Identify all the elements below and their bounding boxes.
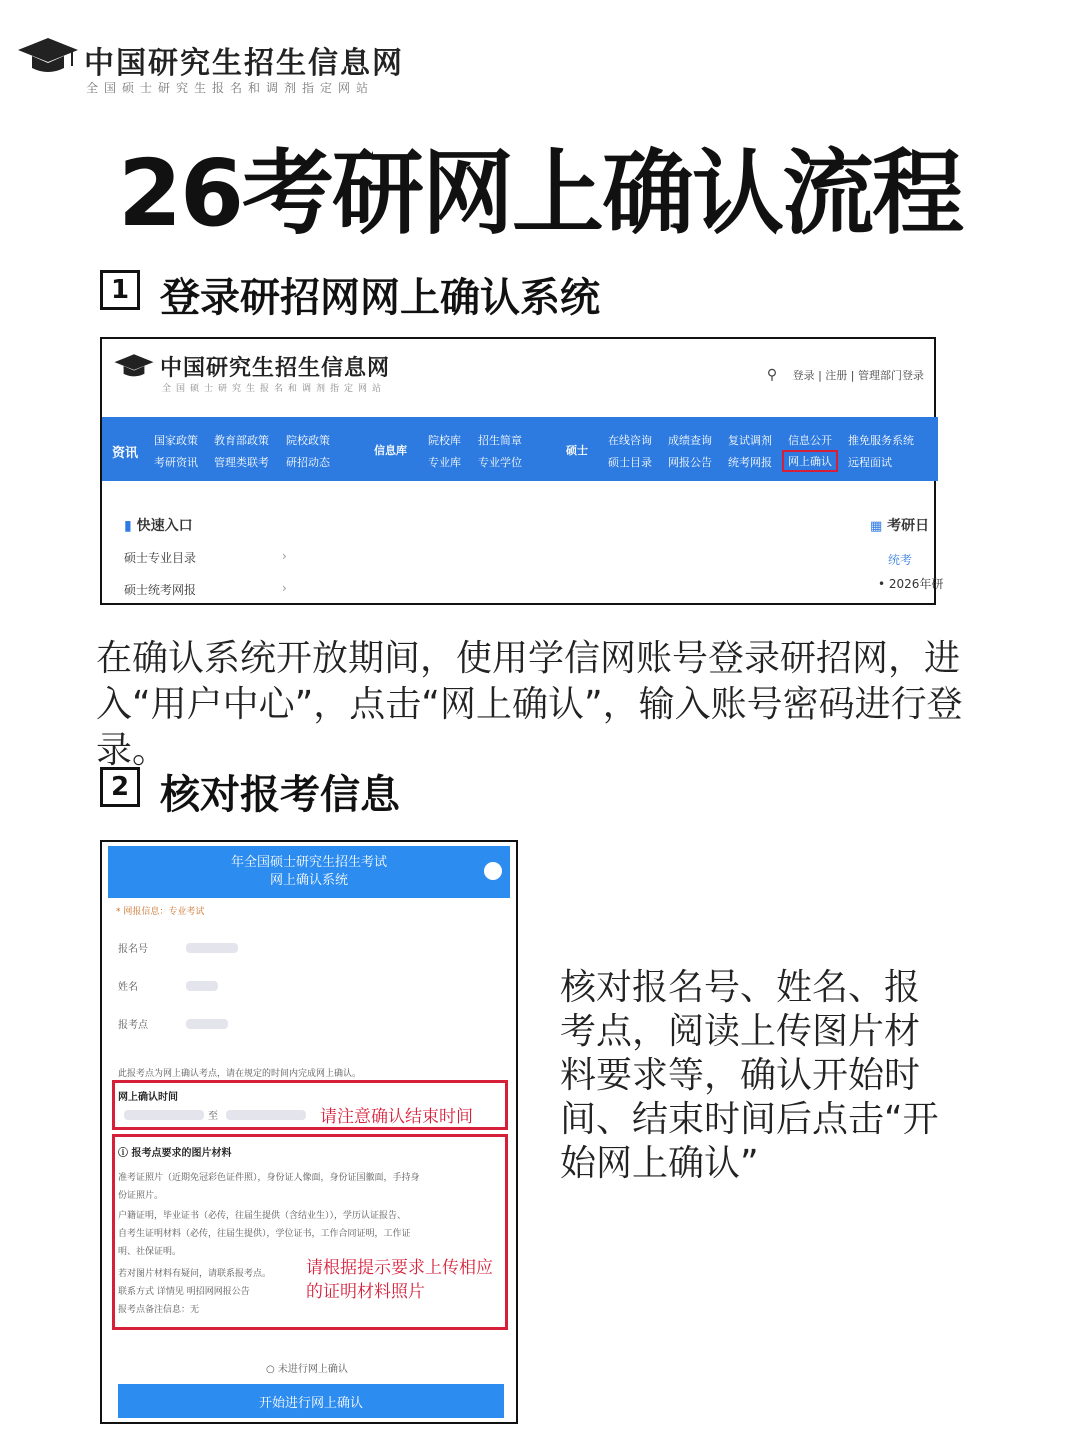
nav-item[interactable]: 复试调剂	[728, 434, 772, 447]
materials-line: 份证照片。	[118, 1191, 164, 1201]
field-value-redacted	[186, 1019, 228, 1029]
materials-line: 联系方式 详情见 明招网网报公告	[118, 1287, 250, 1297]
calendar-heading: ▦ 考研日	[870, 518, 930, 534]
nav-item[interactable]: 教育部政策	[214, 434, 269, 447]
system-title: 年全国硕士研究生招生考试	[230, 855, 387, 870]
login-links[interactable]: 登录 | 注册 | 管理部门登录	[792, 369, 924, 382]
end-time-redacted	[226, 1110, 306, 1120]
materials-line: 明、社保证明。	[118, 1247, 182, 1257]
calendar-icon: ▦	[870, 519, 883, 534]
materials-line: 报考点备注信息：无	[118, 1305, 200, 1315]
field-label: 报考点	[118, 1020, 148, 1031]
step1-number: 1	[100, 270, 140, 310]
site-subtitle: 全国硕士研究生报名和调剂指定网站	[86, 81, 375, 95]
calendar-item[interactable]: • 2026年研	[878, 577, 944, 591]
confirm-status: ○ 未进行网上确认	[266, 1364, 348, 1375]
step2-number: 2	[100, 767, 140, 807]
materials-line: 户籍证明，毕业证书（必传，往届生提供（含结业生）），学历认证报告、	[118, 1211, 407, 1221]
nav-item[interactable]: 统考网报	[728, 456, 772, 469]
quick-item[interactable]: 硕士统考网报	[124, 583, 197, 597]
nav-news[interactable]: 资讯	[112, 446, 139, 461]
notice-text: * 网报信息：专业考试	[116, 907, 205, 917]
top-links	[767, 367, 924, 383]
nav-item[interactable]: 研招动态	[286, 456, 330, 469]
field-value-redacted	[186, 943, 238, 953]
step2-description: 核对报名号、姓名、报考点，阅读上传图片材料要求等，确认开始时间、结束时间后点击“开始网上确认”	[560, 967, 939, 1184]
nav-item[interactable]: 在线咨询	[608, 434, 652, 447]
graduation-cap-icon	[114, 353, 154, 379]
nav-item[interactable]: 网报公告	[668, 456, 712, 469]
nav-item[interactable]: 远程面试	[848, 456, 892, 469]
system-header	[108, 846, 510, 898]
field-value-redacted	[186, 981, 218, 991]
quick-entry-heading: ▮ 快速入口	[124, 518, 193, 534]
nav-item[interactable]: 院校政策	[286, 434, 330, 447]
graduation-cap-icon	[18, 36, 78, 76]
step2-screenshot	[100, 840, 518, 1424]
step2-title: 核对报考信息	[160, 772, 400, 818]
nav-item[interactable]: 考研资讯	[154, 456, 198, 469]
main-nav	[102, 417, 938, 481]
nav-item[interactable]: 成绩查询	[668, 434, 712, 447]
nav-online-confirm[interactable]: 网上确认	[782, 450, 838, 472]
nav-item[interactable]: 院校库	[428, 434, 461, 447]
nav-item[interactable]: 招生简章	[478, 434, 522, 447]
nav-item[interactable]: 国家政策	[154, 434, 198, 447]
system-subtitle: 网上确认系统	[269, 873, 348, 888]
materials-line: 若对图片材料有疑问，请联系报考点。	[118, 1269, 272, 1279]
chevron-right-icon[interactable]: ›	[282, 549, 287, 563]
time-note: 请注意确认结束时间	[320, 1107, 473, 1127]
field-label: 姓名	[118, 982, 138, 993]
nav-item[interactable]: 信息公开	[788, 434, 832, 447]
radio-icon[interactable]: ○	[266, 1364, 275, 1375]
time-separator: 至	[208, 1111, 218, 1122]
calendar-tab[interactable]: 统考	[888, 553, 913, 567]
entry-icon: ▮	[124, 518, 132, 534]
nav-master[interactable]: 硕士	[566, 444, 588, 457]
chevron-right-icon[interactable]: ›	[282, 581, 287, 595]
start-confirm-button[interactable]: 开始进行网上确认	[118, 1384, 504, 1418]
step1-description: 在确认系统开放期间，使用学信网账号登录研招网，进入“用户中心”，点击“网上确认”，输入账号密码进行登录。	[96, 638, 963, 771]
step1-screenshot	[100, 337, 944, 605]
start-time-redacted	[124, 1110, 204, 1120]
nav-item[interactable]: 专业学位	[478, 456, 522, 469]
time-label: 网上确认时间	[118, 1092, 178, 1103]
nav-item[interactable]: 专业库	[428, 456, 461, 469]
materials-line: 自考生证明材料（必传，往届生提供），学位证书，工作合同证明，工作证	[118, 1229, 411, 1239]
field-label: 报名号	[118, 944, 148, 955]
materials-note: 请根据提示要求上传相应的证明材料照片	[306, 1258, 493, 1302]
step1-title: 登录研招网网上确认系统	[160, 275, 600, 321]
nav-database[interactable]: 信息库	[374, 444, 407, 457]
search-icon[interactable]: ⚲	[766, 367, 778, 383]
materials-title: ⓘ 报考点要求的图片材料	[118, 1148, 232, 1159]
site-name: 中国研究生招生信息网	[84, 46, 404, 81]
screenshot-site-name: 中国研究生招生信息网	[160, 356, 391, 381]
materials-line: 准考证照片（近期免冠彩色证件照），身份证人像面，身份证国徽面，手持身	[118, 1173, 420, 1183]
nav-item[interactable]: 管理类联考	[214, 456, 269, 469]
user-icon[interactable]	[484, 862, 502, 880]
nav-item[interactable]: 硕士目录	[608, 456, 652, 469]
quick-item[interactable]: 硕士专业目录	[124, 551, 197, 565]
info-icon: ⓘ	[118, 1148, 128, 1159]
nav-item[interactable]: 推免服务系统	[848, 434, 914, 447]
page-title: 26考研网上确认流程	[117, 140, 963, 247]
screenshot-site-subtitle: 全国硕士研究生报名和调剂指定网站	[162, 384, 387, 394]
hint-text: 此报考点为网上确认考点，请在规定的时间内完成网上确认。	[118, 1069, 362, 1079]
